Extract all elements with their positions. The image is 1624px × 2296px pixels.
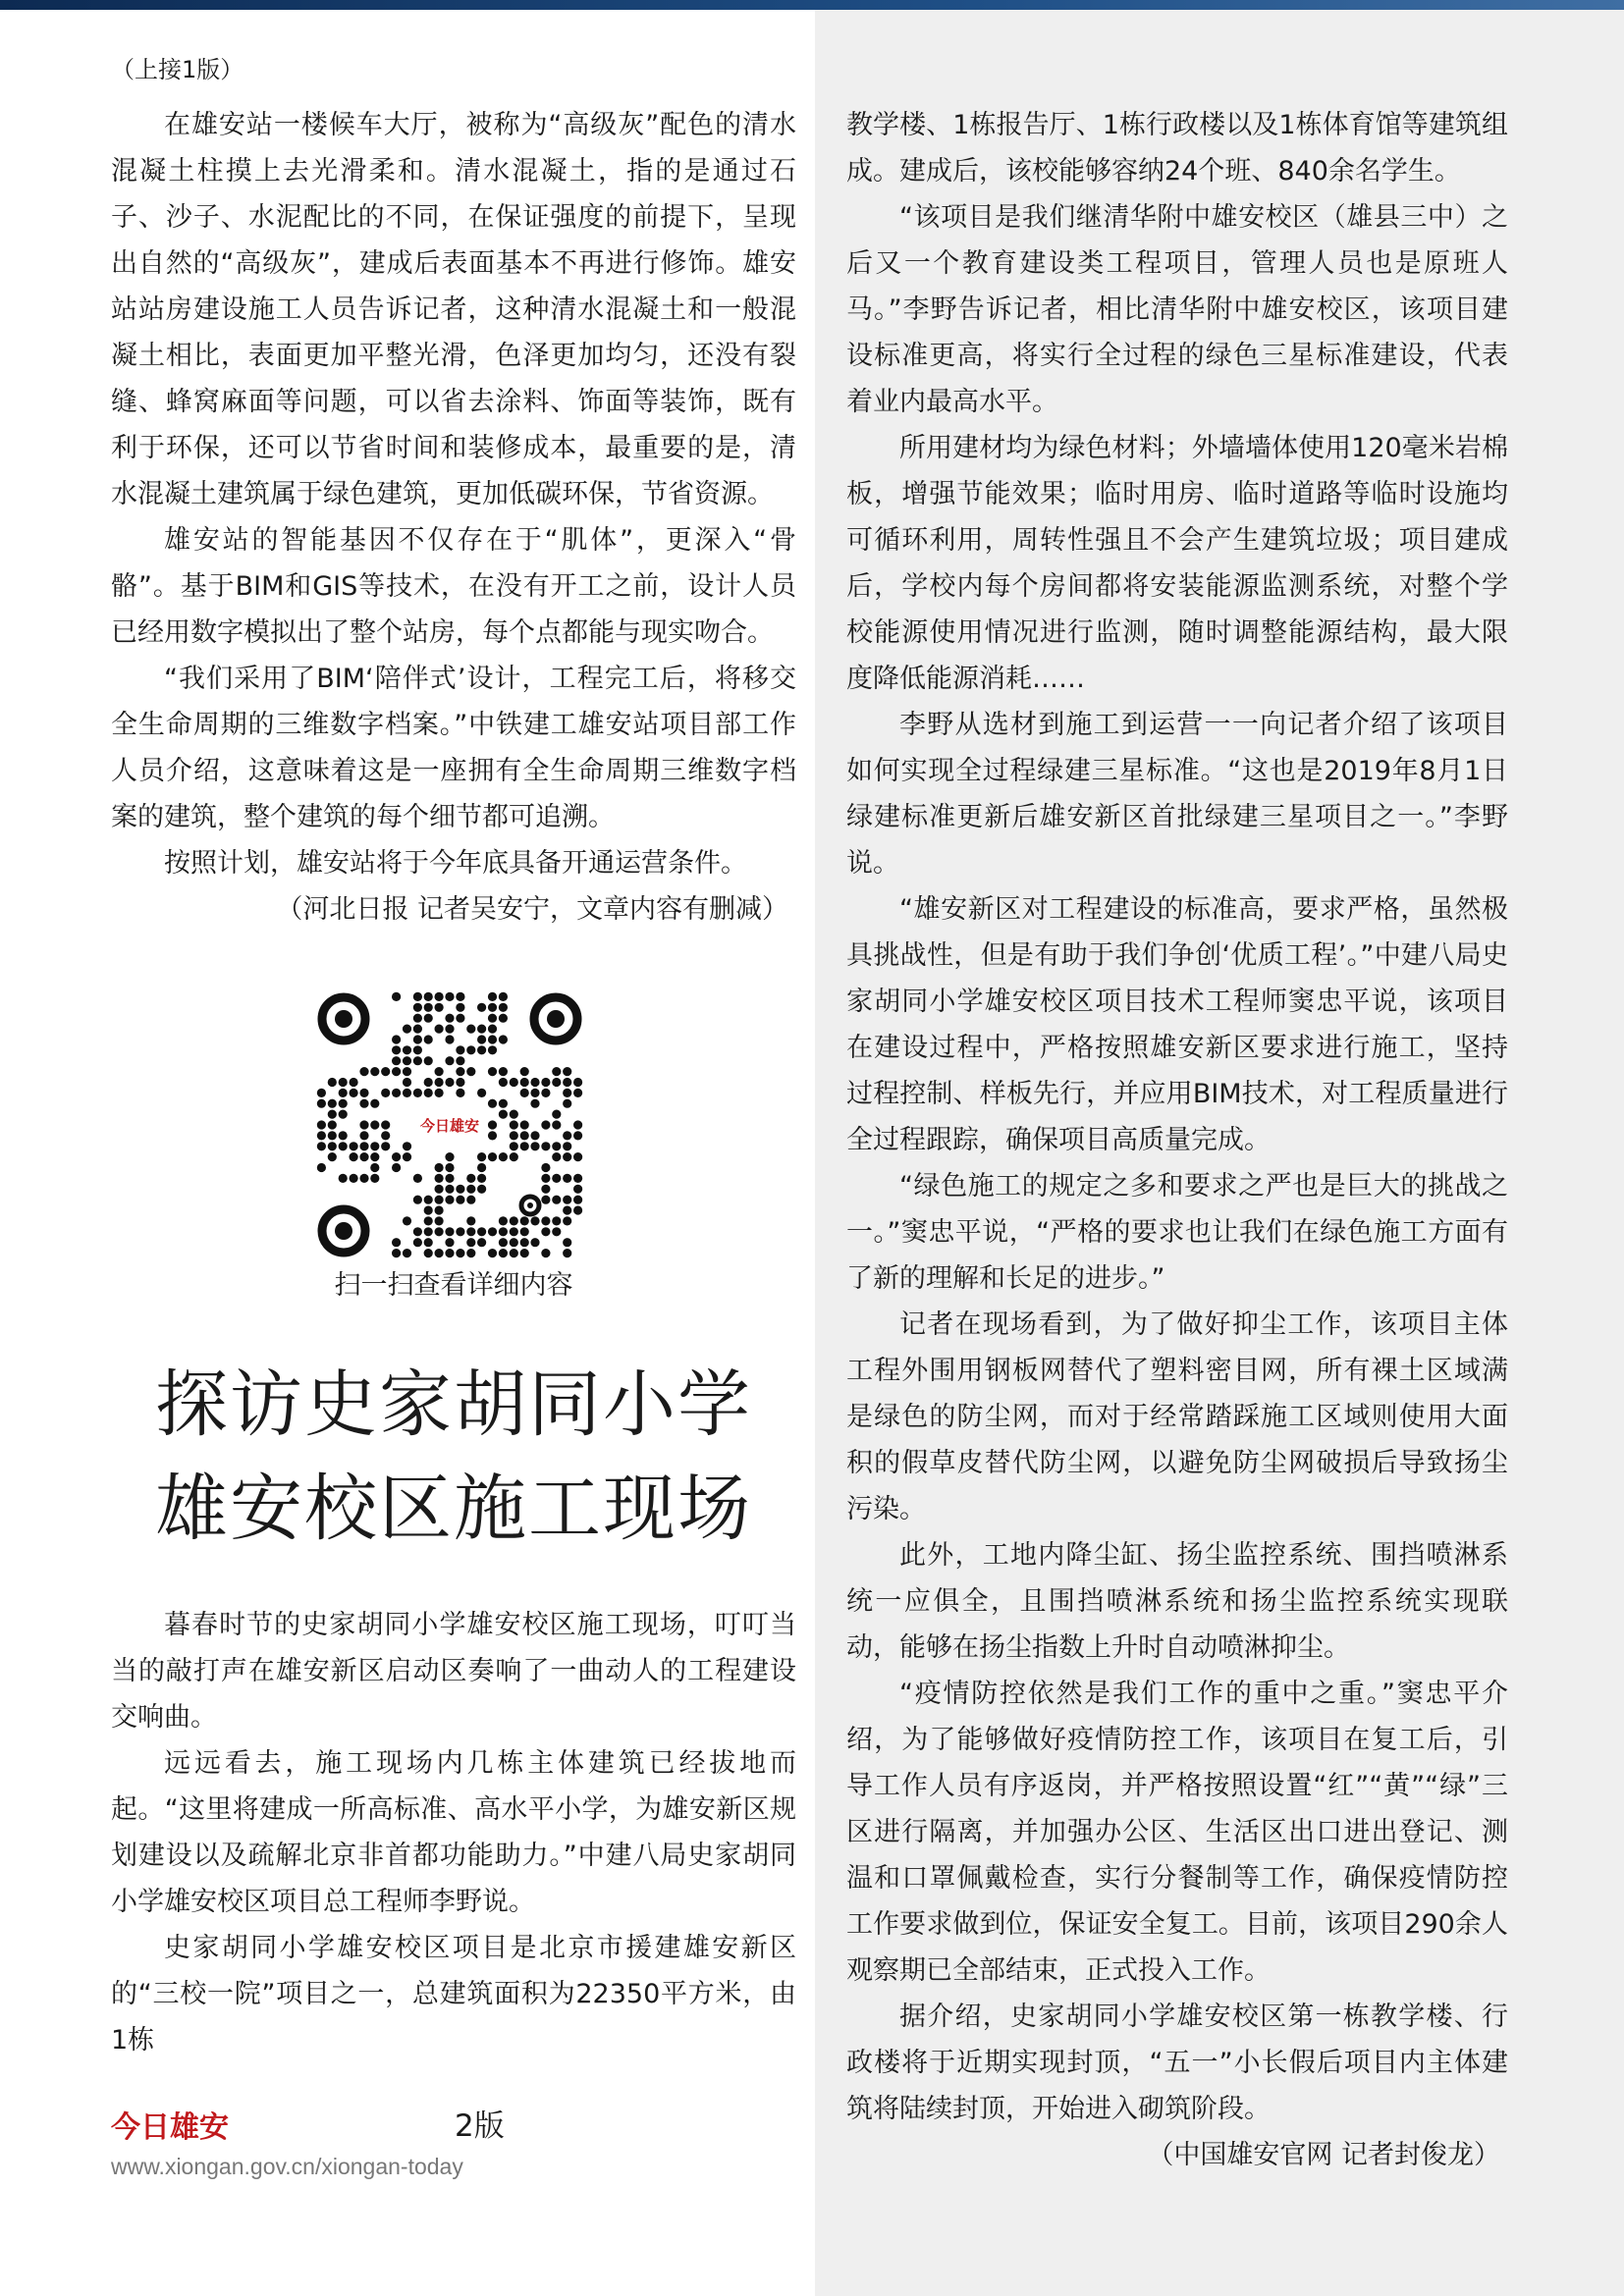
qr-dot <box>424 1249 433 1257</box>
qr-dot <box>520 1227 529 1236</box>
qr-dot <box>520 1249 529 1257</box>
paragraph: 李野从选材到施工到运营一一向记者介绍了该项目如何实现全过程绿建三星标准。“这也是2019年8月1日绿建标准更新后雄安新区首批绿建三星项目之一。”李野说。 <box>846 710 1508 879</box>
qr-dot <box>552 1174 561 1183</box>
qr-dot <box>403 1152 411 1161</box>
qr-dot <box>413 1056 422 1065</box>
qr-dot <box>488 992 497 1001</box>
qr-dot <box>563 1142 571 1150</box>
qr-dot <box>445 1014 454 1023</box>
qr-dot <box>359 1120 368 1129</box>
qr-dot <box>424 1056 433 1065</box>
qr-dot <box>456 1067 464 1076</box>
qr-dot <box>563 1174 571 1183</box>
qr-dot <box>541 1089 550 1097</box>
qr-dot <box>424 1238 433 1247</box>
qr-dot <box>456 1045 464 1054</box>
qr-dot <box>350 1078 358 1087</box>
qr-dot <box>563 1099 571 1108</box>
qr-dot <box>370 1099 379 1108</box>
paragraph: 按照计划，雄安站将于今年底具备开通运营条件。 <box>164 848 747 879</box>
qr-dot <box>552 1152 561 1161</box>
qr-dot <box>456 1249 464 1257</box>
page-number: 2版 <box>455 2109 505 2144</box>
qr-dot <box>403 1078 411 1087</box>
qr-dot <box>381 1120 390 1129</box>
qr-dot <box>370 1152 379 1161</box>
qr-dot <box>541 1163 550 1172</box>
qr-dot <box>563 1216 571 1225</box>
qr-dot <box>413 1025 422 1034</box>
qr-dot <box>563 1152 571 1161</box>
qr-dot <box>339 1089 348 1097</box>
qr-dot <box>445 992 454 1001</box>
qr-dot <box>392 1163 401 1172</box>
publication-logo <box>111 2109 268 2144</box>
qr-dot <box>403 1056 411 1065</box>
qr-caption: 扫一扫查看详细内容 <box>334 1270 573 1301</box>
paragraph: 据介绍，史家胡同小学雄安校区第一栋教学楼、行政楼将于近期实现封顶，“五一”小长假后项目内主体建筑将陆续封顶，开始进入砌筑阶段。 <box>846 2002 1508 2124</box>
qr-dot <box>424 1089 433 1097</box>
qr-dot <box>499 1152 508 1161</box>
qr-dot <box>530 1142 539 1150</box>
qr-dot <box>317 1131 326 1140</box>
qr-dot <box>541 1249 550 1257</box>
qr-dot <box>403 1067 411 1076</box>
left-article-body <box>111 1602 796 2063</box>
qr-dot <box>381 1089 390 1097</box>
qr-dot <box>530 1099 539 1108</box>
qr-dot <box>520 1216 529 1225</box>
qr-dot <box>445 1249 454 1257</box>
qr-dot <box>328 1131 337 1140</box>
qr-dot <box>370 1163 379 1172</box>
qr-dot <box>435 1163 444 1172</box>
qr-dot <box>541 1227 550 1236</box>
qr-dot <box>350 1142 358 1150</box>
qr-dot <box>541 1174 550 1183</box>
headline-line-1: 探访史家胡同小学 <box>155 1362 752 1447</box>
qr-dot <box>466 1238 475 1247</box>
qr-dot <box>466 1196 475 1204</box>
qr-dot <box>499 1249 508 1257</box>
qr-dot <box>392 1035 401 1043</box>
paragraph: “疫情防控依然是我们工作的重中之重。”窦忠平介绍，为了能够做好疫情防控工作，该项目在复工后，引导工作人员有序返岗，并严格按照设置“红”“黄”“绿”三区进行隔离，并加强办公区、生活区出口进出登记、测温和口罩佩戴检查，实行分餐制等工作，确保疫情防控工作要求做到位，保证安全复工。目前，该项目290余人观察期已全部结束，正式投入工作。 <box>846 1679 1508 1986</box>
qr-dot <box>317 1142 326 1150</box>
qr-dot <box>435 1174 444 1183</box>
qr-dot <box>573 1196 582 1204</box>
qr-dot <box>456 1185 464 1194</box>
qr-dot <box>435 1003 444 1012</box>
qr-dot <box>445 1163 454 1172</box>
qr-dot <box>456 1089 464 1097</box>
qr-dot <box>488 1035 497 1043</box>
qr-dot <box>413 1035 422 1043</box>
qr-dot <box>370 1142 379 1150</box>
qr-dot <box>359 1067 368 1076</box>
qr-dot <box>477 1174 486 1183</box>
qr-dot <box>445 1238 454 1247</box>
qr-dot <box>552 1067 561 1076</box>
qr-dot <box>499 992 508 1001</box>
qr-dot <box>370 1120 379 1129</box>
qr-dot <box>381 1131 390 1140</box>
qr-dot <box>456 1078 464 1087</box>
qr-dot <box>563 1205 571 1214</box>
article-headline <box>111 1353 796 1561</box>
qr-dot <box>488 1003 497 1012</box>
qr-dot <box>317 1120 326 1129</box>
qr-dot <box>530 1238 539 1247</box>
qr-dot <box>392 992 401 1001</box>
qr-dot <box>530 1216 539 1225</box>
qr-dot <box>328 1078 337 1087</box>
qr-dot <box>477 1227 486 1236</box>
qr-dot <box>488 1014 497 1023</box>
qr-dot <box>445 1025 454 1034</box>
qr-dot <box>520 1131 529 1140</box>
qr-dot <box>403 1142 411 1150</box>
qr-dot <box>381 1142 390 1150</box>
qr-dot <box>445 1174 454 1183</box>
paragraph: 暮春时节的史家胡同小学雄安校区施工现场，叮叮当当的敲打声在雄安新区启动区奏响了一曲动人的工程建设交响曲。 <box>111 1610 796 1733</box>
qr-dot <box>317 1099 326 1108</box>
qr-dot <box>477 1035 486 1043</box>
qr-dot <box>339 1174 348 1183</box>
qr-dot <box>359 1152 368 1161</box>
qr-dot <box>573 1185 582 1194</box>
qr-dot <box>510 1120 518 1129</box>
qr-dot <box>573 1205 582 1214</box>
qr-dot <box>339 1099 348 1108</box>
qr-dot <box>424 1216 433 1225</box>
qr-dot <box>359 1174 368 1183</box>
qr-dot <box>435 1249 444 1257</box>
qr-dot <box>413 1238 422 1247</box>
qr-dot <box>510 1110 518 1119</box>
qr-dot <box>339 1078 348 1087</box>
qr-dot <box>403 1249 411 1257</box>
qr-dot <box>392 1152 401 1161</box>
qr-dot <box>541 1142 550 1150</box>
qr-dot <box>435 1216 444 1225</box>
qr-dot <box>477 1045 486 1054</box>
qr-dot <box>392 1238 401 1247</box>
paragraph: 记者在现场看到，为了做好抑尘工作，该项目主体工程外围用钢板网替代了塑料密目网，所有裸土区域满是绿色的防尘网，而对于经常踏踩施工区域则使用大面积的假草皮替代防尘网，以避免防尘网破损后导致扬尘污染。 <box>846 1309 1508 1524</box>
qr-dot <box>510 1216 518 1225</box>
qr-dot <box>435 1078 444 1087</box>
qr-dot <box>328 1120 337 1129</box>
qr-dot <box>435 1205 444 1214</box>
qr-dot <box>435 1067 444 1076</box>
qr-dot <box>456 1056 464 1065</box>
qr-dot <box>328 1110 337 1119</box>
qr-dot <box>499 1227 508 1236</box>
qr-dot <box>530 1089 539 1097</box>
qr-dot <box>563 1067 571 1076</box>
qr-dot <box>413 1174 422 1183</box>
qr-dot <box>435 1185 444 1194</box>
qr-dot <box>488 1099 497 1108</box>
qr-dot <box>435 1089 444 1097</box>
qr-dot <box>573 1089 582 1097</box>
qr-dot <box>520 1089 529 1097</box>
qr-dot <box>563 1249 571 1257</box>
qr-dot <box>424 1003 433 1012</box>
qr-dot <box>413 1227 422 1236</box>
qr-dot <box>510 1142 518 1150</box>
qr-dot <box>466 1067 475 1076</box>
qr-dot <box>413 992 422 1001</box>
qr-dot <box>403 1045 411 1054</box>
qr-dot <box>530 1078 539 1087</box>
qr-dot <box>499 1238 508 1247</box>
qr-dot <box>381 1067 390 1076</box>
paragraph: 史家胡同小学雄安校区项目是北京市援建雄安新区的“三校一院”项目之一，总建筑面积为22350平方米，由1栋 <box>111 1933 796 2056</box>
paragraph: “雄安新区对工程建设的标准高，要求严格，虽然极具挑战性，但是有助于我们争创‘优质工程’。”中建八局史家胡同小学雄安校区项目技术工程师窦忠平说，该项目在建设过程中，严格按照雄安新区要求进行施工，坚持过程控制、样板先行，并应用BIM技术，对工程质量进行全过程跟踪，确保项目高质量完成。 <box>846 894 1508 1155</box>
qr-dot <box>435 992 444 1001</box>
qr-dot <box>510 1131 518 1140</box>
qr-dot <box>499 1216 508 1225</box>
qr-dot <box>424 1014 433 1023</box>
qr-dot <box>552 1142 561 1150</box>
paragraph: “绿色施工的规定之多和要求之严也是巨大的挑战之一。”窦忠平说，“严格的要求也让我们在绿色施工方面有了新的理解和长足的进步。” <box>846 1171 1508 1294</box>
qr-dot <box>552 1078 561 1087</box>
qr-dot <box>403 1089 411 1097</box>
qr-center-logo: 今日雄安 <box>419 1117 480 1135</box>
paragraph: “我们采用了BIM‘陪伴式’设计，工程完工后，将移交全生命周期的三维数字档案。”中铁建工雄安站项目部工作人员介绍，这意味着这是一座拥有全生命周期三维数字档案的建筑，整个建筑的每个细节都可追溯。 <box>111 664 796 832</box>
paragraph: 所用建材均为绿色材料；外墙墙体使用120毫米岩棉板，增强节能效果；临时用房、临时道路等临时设施均可循环利用，周转性强且不会产生建筑垃圾；项目建成后，学校内每个房间都将安装能源监测系统，对整个学校能源使用情况进行监测，随时调整能源结构，最大限度降低能源消耗…… <box>846 433 1508 694</box>
qr-dot <box>370 1174 379 1183</box>
qr-dot <box>520 1120 529 1129</box>
qr-dot <box>488 1131 497 1140</box>
qr-dot <box>466 1174 475 1183</box>
qr-dot <box>456 1227 464 1236</box>
qr-dot <box>552 1110 561 1119</box>
qr-dot <box>510 1078 518 1087</box>
qr-dot <box>359 1131 368 1140</box>
qr-dot <box>466 1045 475 1054</box>
top-accent-bar <box>0 0 1624 10</box>
qr-dot <box>403 1025 411 1034</box>
qr-dot <box>573 1120 582 1129</box>
qr-dot <box>328 1099 337 1108</box>
footer-url[interactable]: www.xiongan.gov.cn/xiongan-today <box>111 2154 463 2179</box>
paragraph: “该项目是我们继清华附中雄安校区（雄县三中）之后又一个教育建设类工程项目，管理人员也是原班人马。”李野告诉记者，相比清华附中雄安校区，该项目建设标准更高，将实行全过程的绿色三星标准建设，代表着业内最高水平。 <box>846 202 1508 417</box>
qr-dot <box>563 1238 571 1247</box>
qr-dot <box>445 1152 454 1161</box>
qr-dot <box>424 1196 433 1204</box>
qr-dot <box>424 1078 433 1087</box>
qr-dot <box>488 1227 497 1236</box>
qr-dot <box>488 1067 497 1076</box>
right-article-body <box>846 102 1508 2178</box>
qr-dot <box>488 1045 497 1054</box>
qr-dot <box>520 1238 529 1247</box>
qr-dot <box>435 1025 444 1034</box>
qr-dot <box>477 1003 486 1012</box>
qr-dot <box>435 1196 444 1204</box>
left-article-continued <box>111 102 796 933</box>
qr-dot <box>392 1249 401 1257</box>
qr-dot <box>350 1152 358 1161</box>
qr-dot <box>328 1152 337 1161</box>
qr-dot <box>499 1067 508 1076</box>
qr-dot <box>359 1089 368 1097</box>
qr-dot <box>466 1185 475 1194</box>
qr-dot <box>424 1035 433 1043</box>
qr-dot <box>541 1216 550 1225</box>
qr-dot <box>350 1089 358 1097</box>
qr-dot <box>370 1067 379 1076</box>
qr-dot <box>563 1078 571 1087</box>
qr-dot <box>573 1152 582 1161</box>
qr-dot <box>541 1196 550 1204</box>
headline-line-2: 雄安校区施工现场 <box>155 1467 752 1551</box>
qr-dot <box>563 1196 571 1204</box>
qr-dot <box>541 1120 550 1129</box>
qr-dot <box>520 1078 529 1087</box>
qr-dot <box>488 1025 497 1034</box>
qr-dot <box>541 1078 550 1087</box>
qr-code[interactable] <box>316 991 583 1258</box>
qr-dot <box>445 1078 454 1087</box>
qr-dot <box>477 1152 486 1161</box>
qr-dot <box>359 1099 368 1108</box>
qr-dot <box>317 1089 326 1097</box>
qr-dot <box>488 1249 497 1257</box>
qr-dot <box>466 1216 475 1225</box>
qr-dot <box>552 1227 561 1236</box>
continuation-note: （上接1版） <box>111 56 244 83</box>
qr-dot <box>339 1110 348 1119</box>
qr-dot <box>510 1152 518 1161</box>
qr-dot <box>445 1227 454 1236</box>
qr-dot <box>413 1003 422 1012</box>
qr-dot <box>499 1078 508 1087</box>
qr-dot <box>477 1238 486 1247</box>
qr-dot <box>477 1089 486 1097</box>
qr-dot <box>392 1045 401 1054</box>
qr-dot <box>413 1196 422 1204</box>
qr-dot <box>413 1045 422 1054</box>
qr-dot <box>499 1099 508 1108</box>
qr-dot <box>466 1025 475 1034</box>
qr-dot <box>424 1227 433 1236</box>
qr-dot <box>488 1152 497 1161</box>
qr-dot <box>339 1142 348 1150</box>
qr-dot <box>530 1131 539 1140</box>
qr-dot <box>445 1056 454 1065</box>
qr-dot <box>573 1078 582 1087</box>
qr-dot <box>328 1142 337 1150</box>
qr-dot <box>510 1227 518 1236</box>
qr-dot <box>445 1185 454 1194</box>
qr-dot <box>520 1067 529 1076</box>
qr-dot <box>520 1142 529 1150</box>
qr-dot <box>403 1216 411 1225</box>
qr-dot <box>499 1035 508 1043</box>
paragraph: 在雄安站一楼候车大厅，被称为“高级灰”配色的清水混凝土柱摸上去光滑柔和。清水混凝土，指的是通过石子、沙子、水泥配比的不同，在保证强度的前提下，呈现出自然的“高级灰”，建成后表面基本不再进行修饰。雄安站站房建设施工人员告诉记者，这种清水混凝土和一般混凝土相比，表面更加平整光滑，色泽更加均匀，还没有裂缝、蜂窝麻面等问题，可以省去涂料、饰面等装饰，既有利于环保，还可以节省时间和装修成本，最重要的是，清水混凝土建筑属于绿色建筑，更加低碳环保，节省资源。 <box>111 110 796 509</box>
qr-dot <box>392 1067 401 1076</box>
qr-dot <box>317 1163 326 1172</box>
qr-dot <box>424 1205 433 1214</box>
qr-dot <box>541 1185 550 1194</box>
qr-dot <box>445 1035 454 1043</box>
qr-dot <box>552 1216 561 1225</box>
qr-dot <box>499 1110 508 1119</box>
qr-dot <box>456 1196 464 1204</box>
qr-dot <box>477 1163 486 1172</box>
qr-dot <box>563 1131 571 1140</box>
qr-dot <box>563 1089 571 1097</box>
qr-dot <box>510 1249 518 1257</box>
qr-dot <box>499 1003 508 1012</box>
qr-dot <box>573 1174 582 1183</box>
logo-text: 今日雄安 <box>111 2110 229 2144</box>
qr-dot <box>359 1142 368 1150</box>
qr-dot <box>392 1089 401 1097</box>
qr-dot <box>466 1249 475 1257</box>
qr-dot <box>424 992 433 1001</box>
paragraph: 雄安站的智能基因不仅存在于“肌体”，更深入“骨骼”。基于BIM和GIS等技术，在没有开工之前，设计人员已经用数字模拟出了整个站房，每个点都能与现实吻合。 <box>111 525 796 648</box>
qr-dot <box>435 1227 444 1236</box>
qr-dot <box>413 1089 422 1097</box>
qr-dot <box>456 992 464 1001</box>
paragraph: 教学楼、1栋报告厅、1栋行政楼以及1栋体育馆等建筑组成。建成后，该校能够容纳24个班、840余名学生。 <box>846 110 1508 187</box>
qr-dot <box>456 1014 464 1023</box>
qr-dot <box>477 1025 486 1034</box>
qr-dot <box>499 1014 508 1023</box>
qr-dot <box>510 1238 518 1247</box>
qr-dot <box>552 1196 561 1204</box>
qr-dot <box>456 1003 464 1012</box>
qr-dot <box>573 1131 582 1140</box>
qr-dot <box>488 1120 497 1129</box>
paragraph: 此外，工地内降尘缸、扬尘监控系统、围挡喷淋系统一应俱全，且围挡喷淋系统和扬尘监控系统实现联动，能够在扬尘指数上升时自动喷淋抑尘。 <box>846 1540 1508 1663</box>
qr-dot <box>466 1227 475 1236</box>
qr-dot <box>445 1196 454 1204</box>
qr-dot <box>350 1174 358 1183</box>
qr-dot <box>339 1131 348 1140</box>
qr-dot <box>413 1014 422 1023</box>
qr-dot <box>552 1120 561 1129</box>
article-source: （中国雄安官网 记者封俊龙） <box>1147 2140 1500 2170</box>
qr-dot <box>392 1056 401 1065</box>
paragraph: 远远看去，施工现场内几栋主体建筑已经拔地而起。“这里将建成一所高标准、高水平小学，为雄安新区规划建设以及疏解北京非首都功能助力。”中建八局史家胡同小学雄安校区项目总工程师李野说。 <box>111 1748 796 1917</box>
qr-dot <box>477 1185 486 1194</box>
article-source: （河北日报 记者吴安宁，文章内容有删减） <box>276 894 788 925</box>
